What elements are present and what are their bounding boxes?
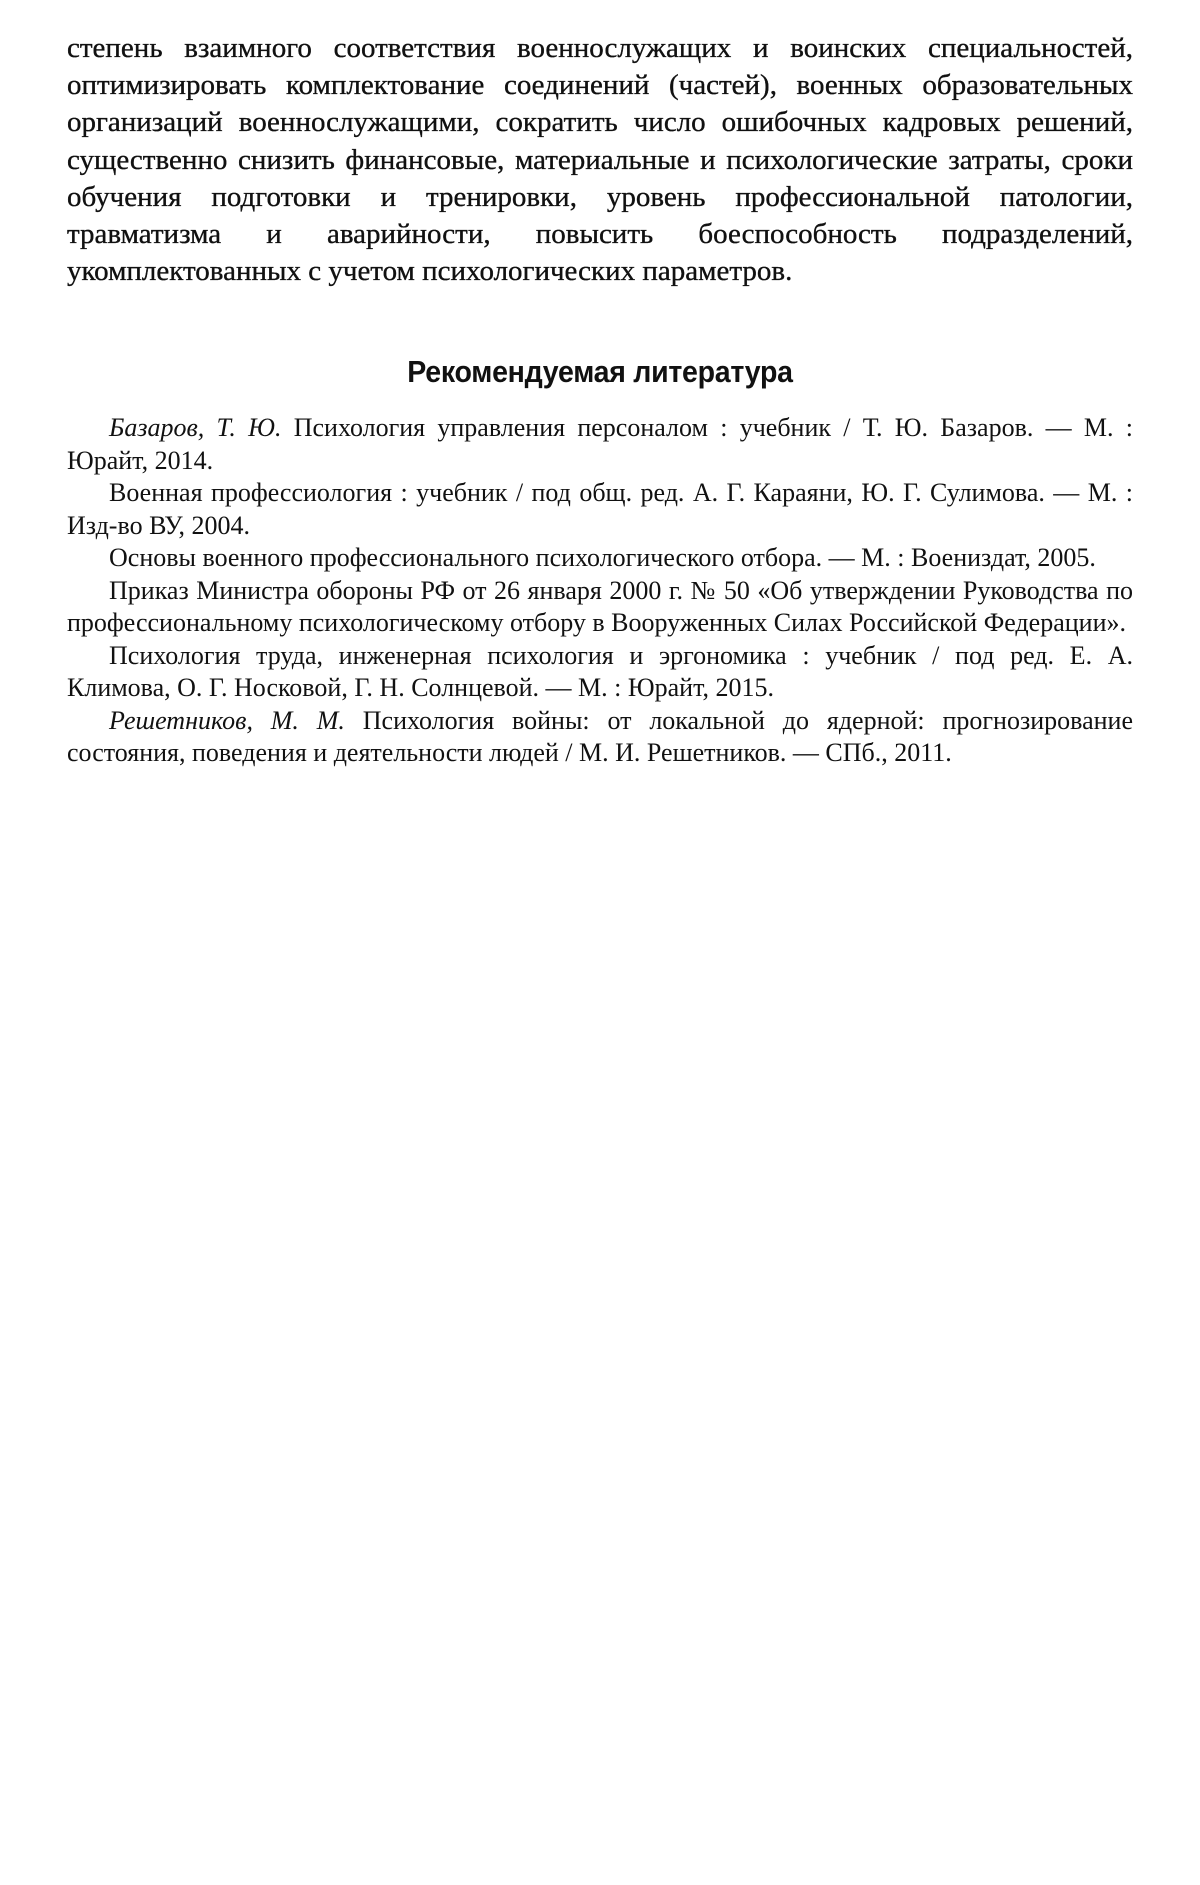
- reference-item: [67, 542, 1133, 575]
- reference-item: [67, 640, 1133, 705]
- reference-author: Решетников, М. М.: [109, 705, 345, 735]
- reference-item: [67, 477, 1133, 542]
- section-title: Рекомендуемая литература: [407, 354, 793, 390]
- reference-text: Приказ Министра обороны РФ от 26 января 2000 г. № 50 «Об утверждении Руководства по профессиональному психологическому отбору в Вооруженных Силах Российской Федерации».: [67, 575, 1133, 638]
- reference-author: Базаров, Т. Ю.: [109, 413, 282, 443]
- reference-item: [67, 705, 1133, 770]
- reference-list: [67, 412, 1133, 770]
- intro-paragraph: степень взаимного соответствия военнослужащих и воинских специальностей, оптимизировать комплектование соединений (частей), военных образовательных организаций военнослужащими, сократить число ошибочных кадровых решений, существенно снизить финансовые, материальные и психологические затраты, сроки обучения подготовки и тренировки, уровень профессиональной патологии, травматизма и аварийности, повысить боеспособность подразделений, укомплектованных с учетом психологических параметров.: [67, 32, 1133, 288]
- reference-item: [67, 575, 1133, 640]
- reference-text: Психология войны: от локальной до ядерной: прогнозирование состояния, поведения и деятельности людей / М. И. Решетников. — СПб., 2011.: [67, 705, 1133, 768]
- document-page: [67, 30, 1133, 770]
- reference-text: Психология труда, инженерная психология и эргономика : учебник / под ред. Е. А. Климова, О. Г. Носковой, Г. Н. Солнцевой. — М. : Юрайт, 2015.: [67, 640, 1133, 703]
- reference-item: [67, 412, 1133, 477]
- reference-text: Психология управления персоналом : учебник / Т. Ю. Базаров. — М. : Юрайт, 2014.: [67, 413, 1133, 475]
- reference-text: Военная профессиология : учебник / под общ. ред. А. Г. Караяни, Ю. Г. Сулимова. — М. : Изд-во ВУ, 2004.: [67, 478, 1133, 540]
- reference-text: Основы военного профессионального психологического отбора. — М. : Воениздат, 2005.: [109, 543, 1096, 573]
